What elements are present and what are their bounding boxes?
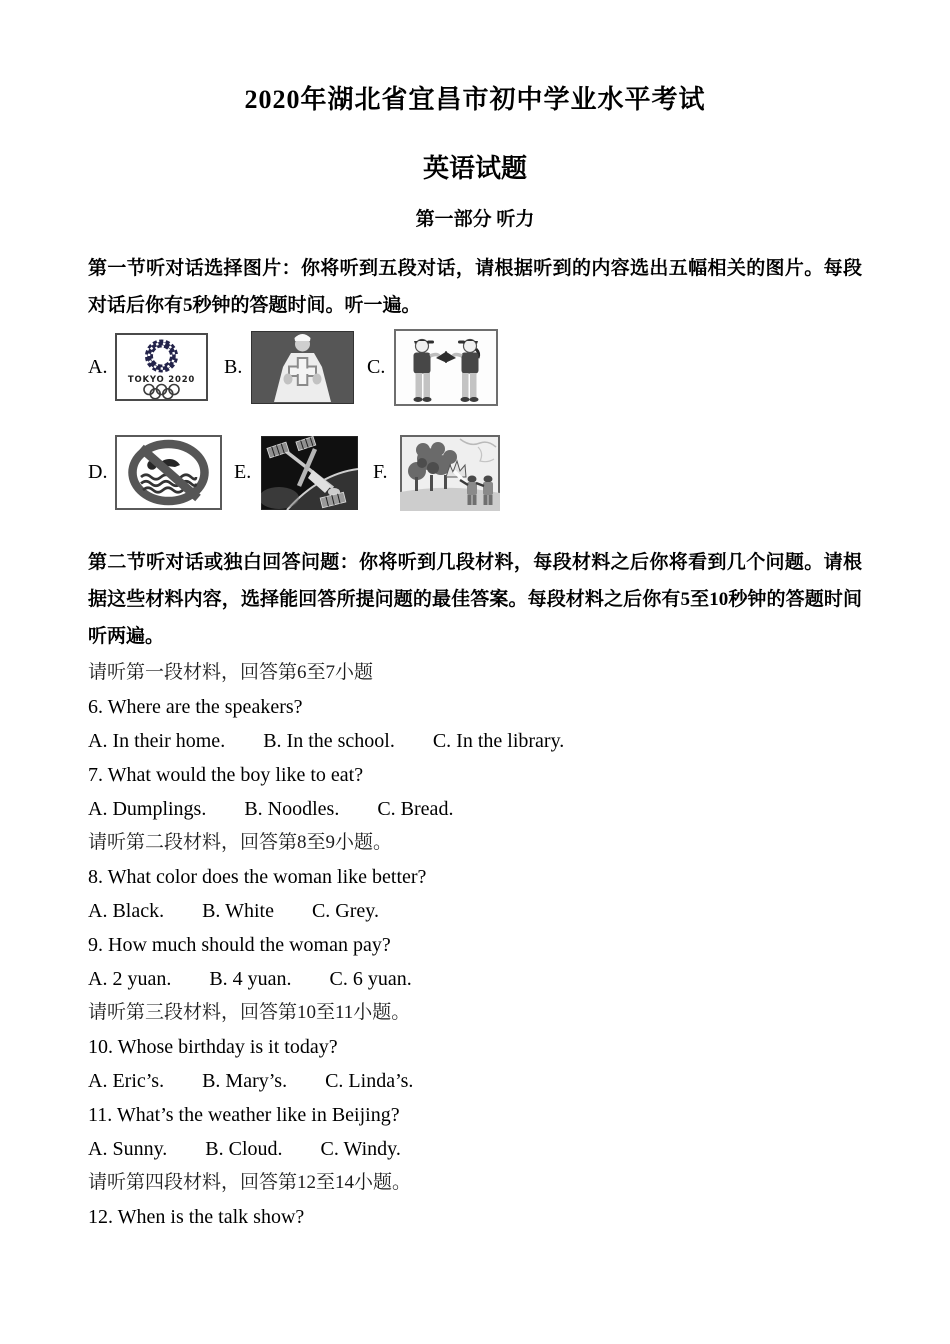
picture-option-e xyxy=(234,436,358,510)
q11-option-c: C. Windy. xyxy=(320,1137,401,1160)
q9-option-c: C. 6 yuan. xyxy=(329,967,412,990)
q11-option-b: B. Cloud. xyxy=(205,1137,283,1160)
q6-option-a: A. In their home. xyxy=(88,729,226,752)
q7-option-b: B. Noodles. xyxy=(244,797,340,820)
question-6-options xyxy=(88,730,862,752)
picture-options-row-2 xyxy=(88,435,862,511)
question-7: 7. What would the boy like to eat? xyxy=(88,763,364,786)
question-11-options xyxy=(88,1138,862,1160)
section1-instructions: 第一节听对话选择图片：你将听到五段对话，请根据听到的内容选出五幅相关的图片。每段对话后你有5秒钟的答题时间。听一遍。 xyxy=(88,257,862,316)
part1-heading: 第一部分 听力 xyxy=(415,209,535,231)
q10-option-a: A. Eric’s. xyxy=(88,1069,165,1092)
two-children-with-megaphones-icon xyxy=(394,329,498,406)
q9-option-b: B. 4 yuan. xyxy=(209,967,292,990)
question-6: 6. Where are the speakers? xyxy=(88,695,303,718)
cue-material-2: 请听第二段材料，回答第8至9小题。 xyxy=(88,831,393,853)
q7-option-a: A. Dumplings. xyxy=(88,797,207,820)
paper-subtitle: 英语试题 xyxy=(422,153,527,183)
picture-options-row-1 xyxy=(88,329,862,406)
picture-option-f xyxy=(373,435,500,511)
q7-option-c: C. Bread. xyxy=(377,797,454,820)
question-8: 8. What color does the woman like better? xyxy=(88,865,427,888)
picture-label-c: C. xyxy=(367,355,386,378)
question-7-options xyxy=(88,798,862,820)
picture-option-a xyxy=(88,333,208,401)
question-11: 11. What’s the weather like in Beijing? xyxy=(88,1103,400,1126)
tokyo-2020-text: TOKYO 2020 xyxy=(127,375,196,386)
question-10: 10. Whose birthday is it today? xyxy=(88,1035,338,1058)
q10-option-c: C. Linda’s. xyxy=(325,1069,414,1092)
q8-option-a: A. Black. xyxy=(88,899,165,922)
picture-label-e: E. xyxy=(234,461,252,484)
q6-option-b: B. In the school. xyxy=(263,729,395,752)
section2-instructions: 第二节听对话或独白回答问题：你将听到几段材料，每段材料之后你将看到几个问题。请根据这些材料内容，选择能回答所提问题的最佳答案。每段材料之后你有5至10秒钟的答题时间听两遍。 xyxy=(88,551,862,647)
picture-label-d: D. xyxy=(88,461,108,484)
question-8-options xyxy=(88,900,862,922)
cue-material-1: 请听第一段材料，回答第6至7小题 xyxy=(88,661,374,683)
no-swimming-sign-icon xyxy=(115,435,222,510)
q10-option-b: B. Mary’s. xyxy=(202,1069,288,1092)
question-9: 9. How much should the woman pay? xyxy=(88,933,391,956)
picture-option-c xyxy=(367,329,498,406)
question-9-options xyxy=(88,968,862,990)
picture-option-b xyxy=(224,331,354,404)
tokyo-2020-olympic-emblem-icon xyxy=(115,333,208,401)
cue-material-4: 请听第四段材料，回答第12至14小题。 xyxy=(88,1171,412,1193)
doctor-white-gown-back-view-icon xyxy=(251,331,354,404)
q11-option-a: A. Sunny. xyxy=(88,1137,168,1160)
picture-option-d xyxy=(88,435,222,510)
space-station-in-orbit-icon xyxy=(261,436,358,510)
q8-option-c: C. Grey. xyxy=(311,899,379,922)
question-10-options xyxy=(88,1070,862,1092)
picture-label-f: F. xyxy=(373,461,388,484)
picture-label-b: B. xyxy=(224,355,243,378)
question-12: 12. When is the talk show? xyxy=(88,1205,305,1228)
q8-option-b: B. White xyxy=(202,899,274,922)
firefighters-forest-fire-icon xyxy=(400,435,500,511)
q6-option-c: C. In the library. xyxy=(432,729,565,752)
picture-label-a: A. xyxy=(88,355,108,378)
cue-material-3: 请听第三段材料，回答第10至11小题。 xyxy=(88,1001,411,1023)
q9-option-a: A. 2 yuan. xyxy=(88,967,172,990)
page-title: 2020年湖北省宜昌市初中学业水平考试 xyxy=(244,85,706,114)
